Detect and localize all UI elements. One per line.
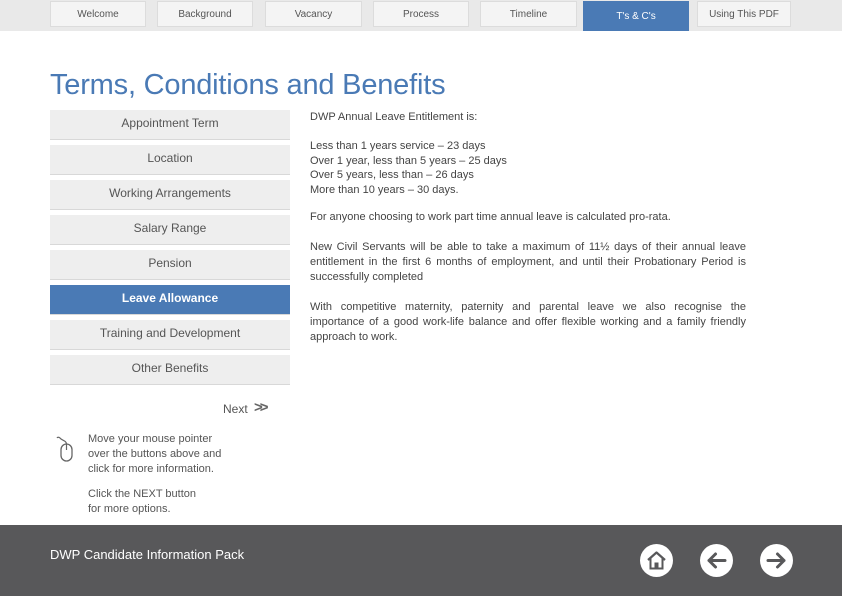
- hint-line: Move your mouse pointer: [88, 433, 213, 445]
- tab-vacancy[interactable]: Vacancy: [265, 1, 362, 27]
- tab-timeline[interactable]: Timeline: [480, 1, 577, 27]
- tab-using-this-pdf[interactable]: Using This PDF: [697, 1, 791, 27]
- arrow-left-icon: [700, 544, 733, 577]
- hint-next-text: [88, 487, 196, 517]
- entitlement-item: More than 10 years – 30 days.: [310, 183, 459, 196]
- entitlement-item: Over 5 years, less than – 26 days: [310, 169, 474, 181]
- back-button[interactable]: [700, 544, 733, 577]
- hint-line: over the buttons above and: [88, 448, 222, 460]
- menu-location[interactable]: Location: [50, 145, 290, 175]
- entitlement-item: Less than 1 years service – 23 days: [310, 140, 486, 152]
- top-nav: [0, 0, 842, 31]
- menu-leave-allowance[interactable]: Leave Allowance: [50, 285, 290, 315]
- forward-button[interactable]: [760, 544, 793, 577]
- benefits-text: With competitive maternity, paternity and parental leave we also recognise the importance of a good work-life balance and offer flexible working and a family friendly approach to work.: [310, 301, 746, 343]
- hint-line: click for more information.: [88, 463, 214, 475]
- tab-process[interactable]: Process: [373, 1, 469, 27]
- next-label[interactable]: Next: [223, 402, 248, 416]
- home-button[interactable]: [640, 544, 673, 577]
- menu-appointment-term[interactable]: Appointment Term: [50, 110, 290, 140]
- leave-heading: DWP Annual Leave Entitlement is:: [310, 111, 478, 123]
- mouse-icon: [56, 435, 78, 463]
- hint-text: [88, 432, 221, 477]
- hint-line: Click the NEXT button: [88, 488, 197, 500]
- hint-line: for more options.: [88, 503, 171, 515]
- entitlement-list: [310, 139, 746, 197]
- tab-ts-and-cs[interactable]: T's & C's: [583, 1, 689, 31]
- page-title: Terms, Conditions and Benefits: [50, 69, 446, 101]
- menu-training-and-development[interactable]: Training and Development: [50, 320, 290, 350]
- next-arrows-icon[interactable]: >>: [254, 399, 266, 416]
- tab-background[interactable]: Background: [157, 1, 253, 27]
- footer-title: DWP Candidate Information Pack: [50, 547, 245, 562]
- arrow-right-icon: [760, 544, 793, 577]
- new-servants-text: New Civil Servants will be able to take a maximum of 11½ days of their annual leave entitlement in the first 6 months of employment, and until their Probationary Period is successfully completed: [310, 241, 746, 283]
- menu-pension[interactable]: Pension: [50, 250, 290, 280]
- menu-working-arrangements[interactable]: Working Arrangements: [50, 180, 290, 210]
- home-icon: [640, 544, 673, 577]
- part-time-text: For anyone choosing to work part time annual leave is calculated pro-rata.: [310, 211, 671, 223]
- menu-other-benefits[interactable]: Other Benefits: [50, 355, 290, 385]
- footer: [0, 525, 842, 596]
- entitlement-item: Over 1 year, less than 5 years – 25 days: [310, 154, 507, 167]
- menu-salary-range[interactable]: Salary Range: [50, 215, 290, 245]
- tab-welcome[interactable]: Welcome: [50, 1, 146, 27]
